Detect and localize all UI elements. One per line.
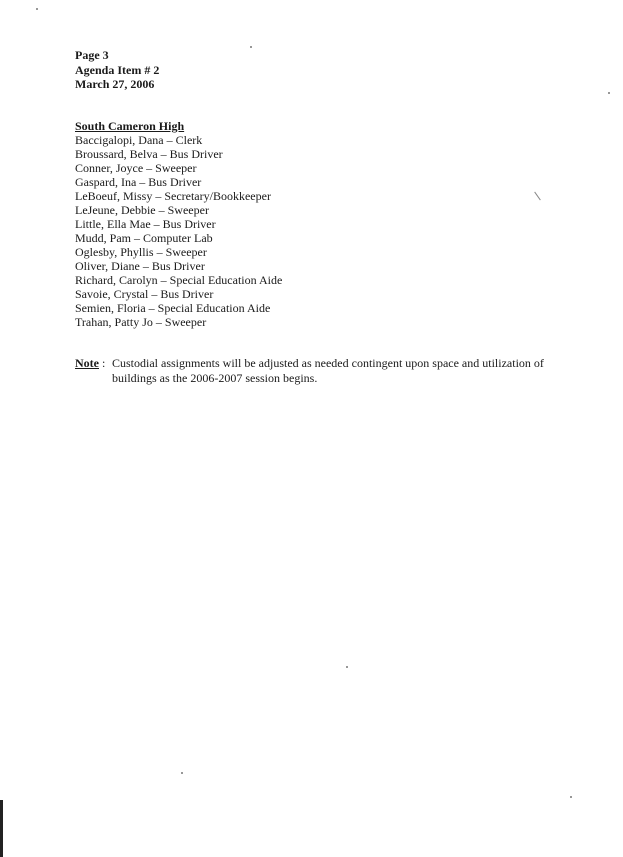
school-staff-section: [75, 119, 282, 329]
staff-list: [75, 133, 282, 329]
staff-entry: Little, Ella Mae – Bus Driver: [75, 217, 216, 231]
scan-speck: [570, 796, 572, 798]
document-date: March 27, 2006: [75, 77, 155, 91]
staff-entry: Mudd, Pam – Computer Lab: [75, 231, 213, 245]
staff-entry: Richard, Carolyn – Special Education Aide: [75, 273, 283, 287]
scan-speck: [250, 46, 252, 48]
staff-entry: Savoie, Crystal – Bus Driver: [75, 287, 214, 301]
staff-entry: Baccigalopi, Dana – Clerk: [75, 133, 203, 147]
staff-entry: Trahan, Patty Jo – Sweeper: [75, 315, 207, 329]
scan-speck: [181, 772, 183, 774]
staff-entry: Broussard, Belva – Bus Driver: [75, 147, 223, 161]
staff-entry: LeBoeuf, Missy – Secretary/Bookkeeper: [75, 189, 271, 203]
scan-speck: [608, 92, 610, 94]
agenda-item: Agenda Item # 2: [75, 62, 160, 77]
staff-entry: Conner, Joyce – Sweeper: [75, 161, 197, 175]
staff-entry: Semien, Floria – Special Education Aide: [75, 301, 271, 315]
section-title: South Cameron High: [75, 119, 185, 133]
page-header: [75, 48, 159, 92]
staff-entry: LeJeune, Debbie – Sweeper: [75, 203, 209, 217]
staff-entry: Oglesby, Phyllis – Sweeper: [75, 245, 207, 259]
scan-edge-shadow: [0, 800, 3, 857]
page-number: Page 3: [75, 48, 109, 62]
note-text: Custodial assignments will be adjusted as needed contingent upon space and utilization of buildings as the 2006-2007 session begins.: [112, 356, 544, 385]
note-label: Note: [75, 356, 99, 370]
scan-speck: [346, 666, 348, 668]
scan-mark: [534, 192, 541, 201]
staff-entry: Oliver, Diane – Bus Driver: [75, 259, 205, 273]
note-colon: :: [102, 356, 106, 370]
staff-entry: Gaspard, Ina – Bus Driver: [75, 175, 202, 189]
scan-speck: [36, 8, 38, 10]
